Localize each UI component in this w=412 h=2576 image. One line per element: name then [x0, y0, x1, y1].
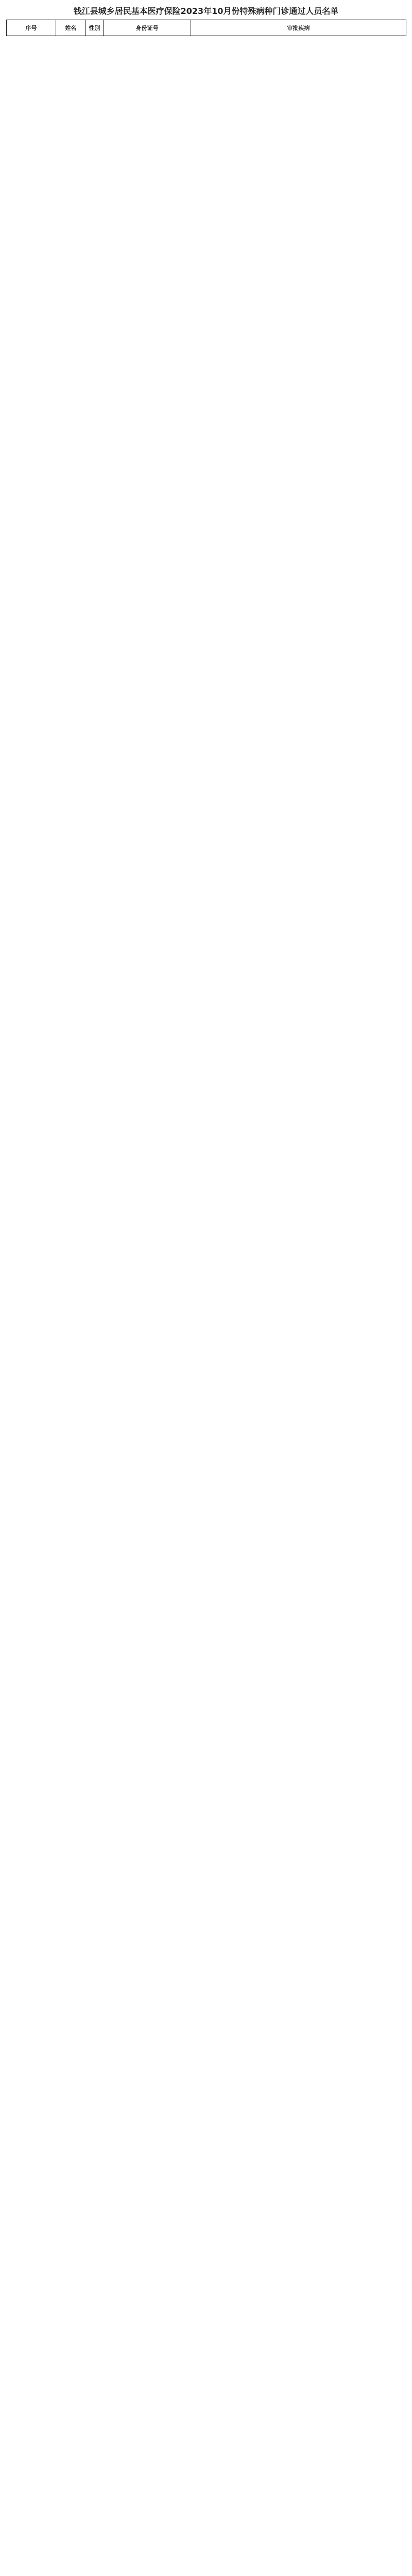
approved-roster-table — [6, 20, 406, 36]
header-id: 身份证号 — [104, 20, 191, 36]
header-disease: 审批疾病 — [191, 20, 406, 36]
header-name: 姓名 — [56, 20, 86, 36]
table-header-row — [7, 20, 406, 36]
header-gender: 性别 — [86, 20, 104, 36]
document-title: 钱江县城乡居民基本医疗保险2023年10月份特殊病种门诊通过人员名单 — [73, 6, 339, 16]
header-seq: 序号 — [7, 20, 56, 36]
